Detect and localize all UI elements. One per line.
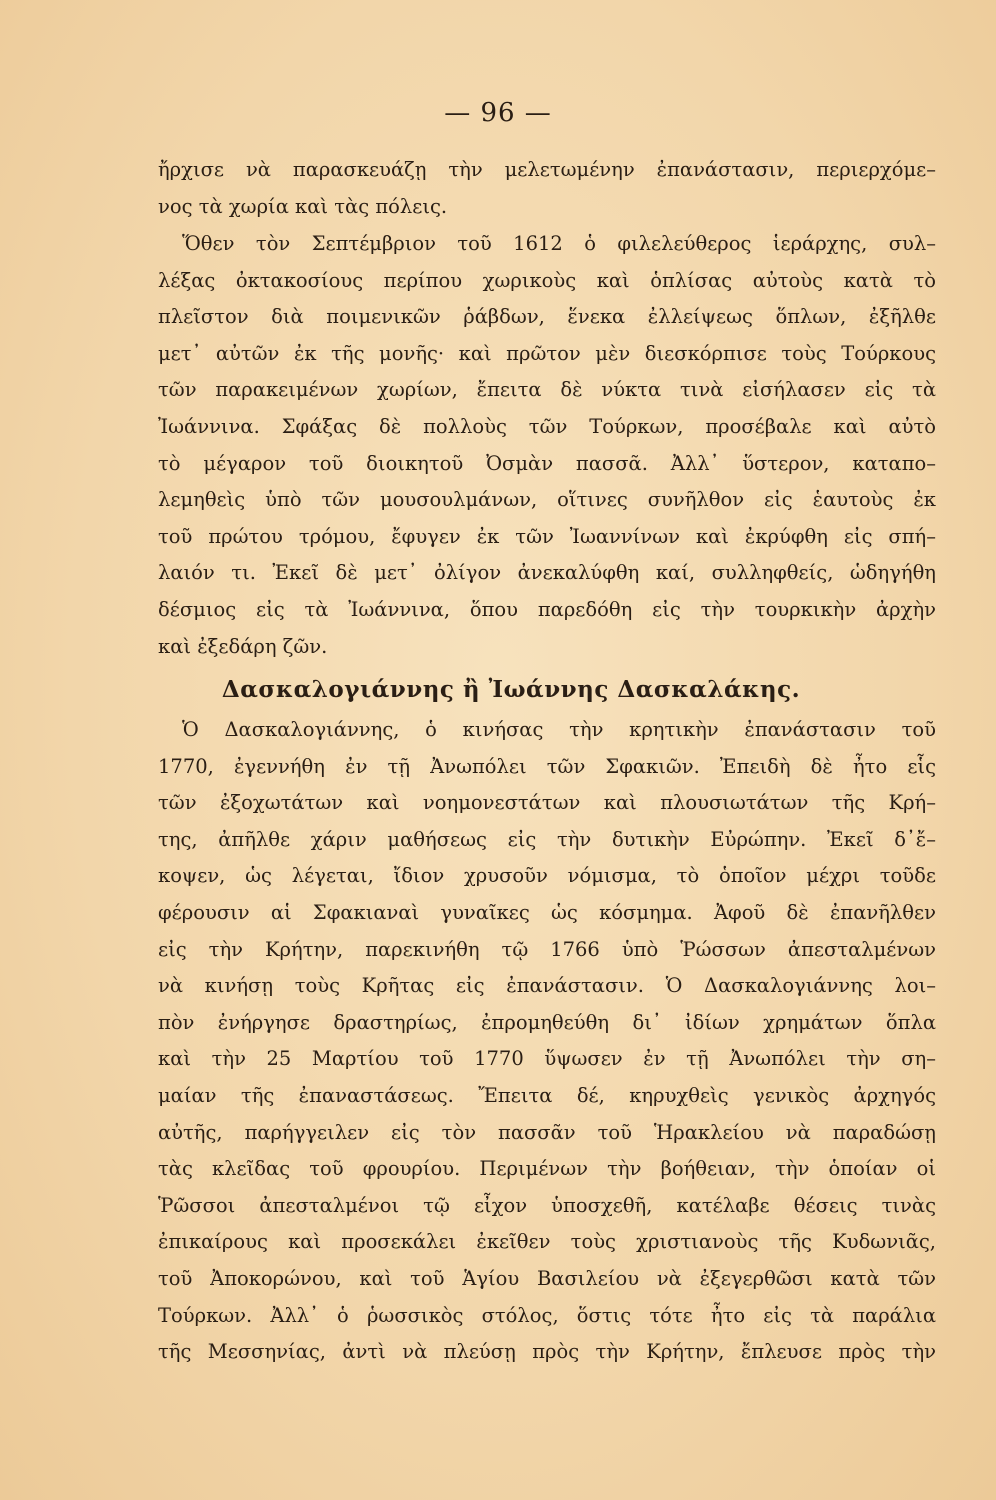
text-line: δέσμιος εἰς τὰ Ἰωάννινα, ὅπου παρεδόθη εἰς τὴν τουρκικὴν ἀρχὴν	[158, 597, 936, 621]
text-line: τῶν ἐξοχωτάτων καὶ νοημονεστάτων καὶ πλουσιωτάτων τῆς Κρή–	[158, 791, 936, 815]
text-line: τῶν παρακειμένων χωρίων, ἔπειτα δὲ νύκτα τινὰ εἰσήλασεν εἰς τὰ	[158, 378, 936, 402]
text-line: Τούρκων. Ἀλλ᾽ ὁ ῥωσσικὸς στόλος, ὅστις τότε ἦτο εἰς τὰ παράλια	[158, 1303, 936, 1327]
text-line: κοψεν, ὡς λέγεται, ἴδιον χρυσοῦν νόμισμα, τὸ ὁποῖον μέχρι τοῦδε	[158, 864, 936, 888]
text-line: λεμηθεὶς ὑπὸ τῶν μουσουλμάνων, οἵτινες συνῆλθον εἰς ἑαυτοὺς ἐκ	[158, 488, 936, 512]
text-line: μαίαν τῆς ἐπαναστάσεως. Ἔπειτα δέ, κηρυχθεὶς γενικὸς ἀρχηγός	[158, 1083, 936, 1107]
text-line: εἰς τὴν Κρήτην, παρεκινήθη τῷ 1766 ὑπὸ Ῥώσσων ἀπεσταλμένων	[158, 937, 936, 961]
text-line: τοῦ πρώτου τρόμου, ἔφυγεν ἐκ τῶν Ἰωαννίνων καὶ ἐκρύφθη εἰς σπή–	[158, 524, 936, 548]
text-line: καὶ ἐξεδάρη ζῶν.	[158, 634, 328, 658]
text-line: Ὅθεν τὸν Σεπτέμβριον τοῦ 1612 ὁ φιλελεύθερος ἱεράρχης, συλ–	[182, 232, 936, 255]
paragraph-3	[158, 712, 936, 1371]
text-line: Ὁ Δασκαλογιάννης, ὁ κινήσας τὴν κρητικὴν ἐπανάστασιν τοῦ	[182, 718, 936, 741]
paragraph-1	[158, 152, 936, 225]
text-line: νος τὰ χωρία καὶ τὰς πόλεις.	[158, 194, 448, 218]
text-line: λαιόν τι. Ἐκεῖ δὲ μετ᾽ ὀλίγον ἀνεκαλύφθη καί, συλληφθείς, ὡδηγήθη	[158, 561, 936, 585]
text-line: Ῥῶσσοι ἀπεσταλμένοι τῷ εἶχον ὑποσχεθῆ, κατέλαβε θέσεις τινὰς	[158, 1193, 936, 1217]
text-line: νὰ κινήσῃ τοὺς Κρῆτας εἰς ἐπανάστασιν. Ὁ Δασκαλογιάννης λοι–	[158, 974, 936, 998]
text-line: της, ἀπῆλθε χάριν μαθήσεως εἰς τὴν δυτικὴν Εὐρώπην. Ἐκεῖ δ᾽ἔ–	[158, 827, 936, 851]
text-line: ἤρχισε νὰ παρασκευάζῃ τὴν μελετωμένην ἐπανάστασιν, περιερχόμε–	[158, 158, 936, 181]
text-line: λέξας ὀκτακοσίους περίπου χωρικοὺς καὶ ὁπλίσας αὐτοὺς κατὰ τὸ	[158, 268, 936, 292]
page-number: — 96 —	[444, 98, 552, 128]
text-line: Ἰωάννινα. Σφάξας δὲ πολλοὺς τῶν Τούρκων, προσέβαλε καὶ αὐτὸ	[158, 414, 936, 438]
text-line: καὶ τὴν 25 Μαρτίου τοῦ 1770 ὕψωσεν ἐν τῇ Ἀνωπόλει τὴν ση–	[158, 1047, 936, 1071]
section-heading: Δασκαλογιάννης ἢ Ἰωάννης Δασκαλάκης.	[221, 676, 801, 703]
text-line: φέρουσιν αἱ Σφακιαναὶ γυναῖκες ὡς κόσμημα. Ἀφοῦ δὲ ἐπανῆλθεν	[158, 900, 936, 924]
text-line: πὸν ἐνήργησε δραστηρίως, ἐπρομηθεύθη δι᾽ ἰδίων χρημάτων ὅπλα	[158, 1010, 936, 1034]
paragraph-2	[158, 226, 936, 665]
text-line: τὸ μέγαρον τοῦ διοικητοῦ Ὀσμὰν πασσᾶ. Ἀλλ᾽ ὕστερον, καταπο–	[158, 451, 936, 475]
text-line: αὐτῆς, παρήγγειλεν εἰς τὸν πασσᾶν τοῦ Ἡρακλείου νὰ παραδώσῃ	[158, 1120, 936, 1144]
text-line: τῆς Μεσσηνίας, ἀντὶ νὰ πλεύσῃ πρὸς τὴν Κρήτην, ἔπλευσε πρὸς τὴν	[158, 1340, 936, 1364]
text-line: ἐπικαίρους καὶ προσεκάλει ἐκεῖθεν τοὺς χριστιανοὺς τῆς Κυδωνιᾶς,	[158, 1230, 936, 1254]
text-line: τοῦ Ἀποκορώνου, καὶ τοῦ Ἁγίου Βασιλείου νὰ ἐξεγερθῶσι κατὰ τῶν	[158, 1266, 936, 1290]
text-line: πλεῖστον διὰ ποιμενικῶν ῥάβδων, ἕνεκα ἐλλείψεως ὅπλων, ἐξῆλθε	[158, 305, 936, 329]
text-line: μετ᾽ αὐτῶν ἐκ τῆς μονῆς· καὶ πρῶτον μὲν διεσκόρπισε τοὺς Τούρκους	[158, 341, 936, 365]
text-line: 1770, ἐγεννήθη ἐν τῇ Ἀνωπόλει τῶν Σφακιῶν. Ἐπειδὴ δὲ ἦτο εἷς	[158, 754, 936, 778]
text-line: τὰς κλεῖδας τοῦ φρουρίου. Περιμένων τὴν βοήθειαν, τὴν ὁποίαν οἱ	[158, 1157, 936, 1181]
